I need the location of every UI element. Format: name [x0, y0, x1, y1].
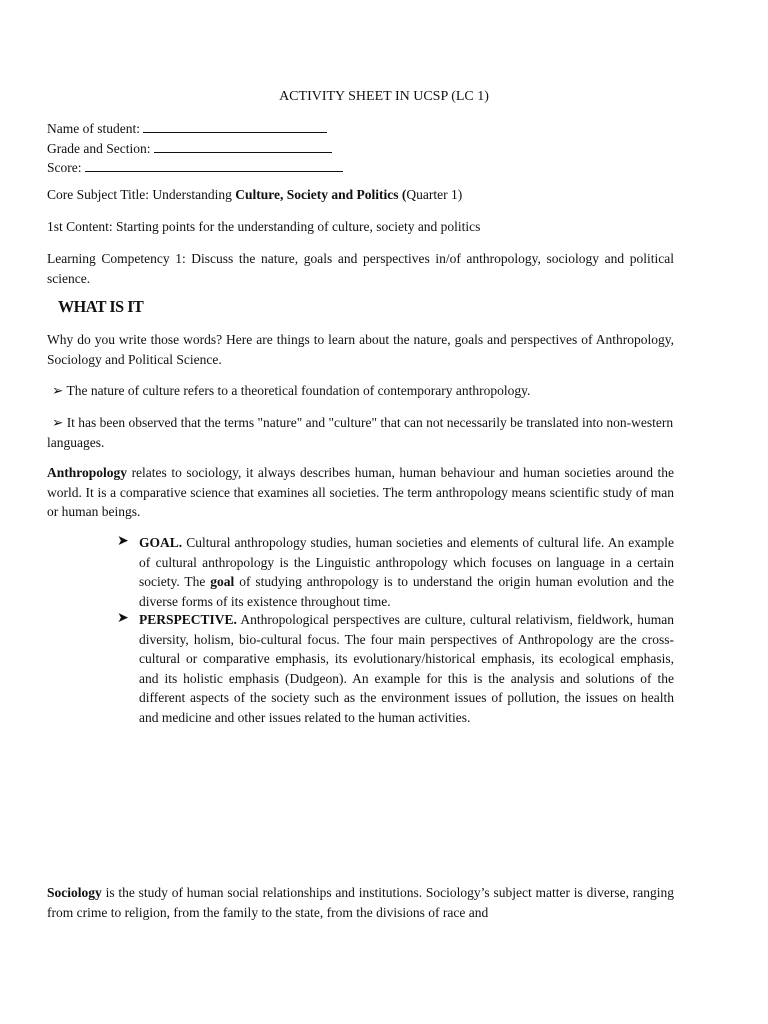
- intro-paragraph: Why do you write those words? Here are things to learn about the nature, goals and perspectives of Anthropology, Sociology and Political Science.: [47, 332, 674, 367]
- goal-bold-word: goal: [210, 574, 235, 590]
- perspective-text: Anthropological perspectives are culture, cultural relativism, fieldwork, human diversity, holism, bio-cultural focus. The four main perspectives of Anthropology are the cross-cultural or comparative emphasis, its evolutionary/historical emphasis, its ecological emphasis, and its holistic emphasis (Dudgeon). An example for this is the analysis and solutions of the different aspects of the society such as the environment issues of pollution, the issues on health and medicine and other issues related to the human activities.: [139, 612, 674, 725]
- anthropology-term: Anthropology: [47, 465, 128, 480]
- anthropology-paragraph: [47, 463, 674, 522]
- anthropology-text: relates to sociology, it always describes human, human behaviour and human societies around the world. It is a comparative science that examines all societies. The term anthropology means scientific study of man or human beings.: [47, 465, 674, 520]
- sociology-paragraph: [47, 883, 674, 922]
- score-field: [47, 158, 447, 178]
- goal-item: [139, 533, 674, 611]
- goal-text-2: of studying anthropology is to understand the origin human evolution and the diverse forms of its existence throughout time.: [139, 574, 674, 609]
- core-prefix: Core Subject Title: Understanding: [47, 187, 236, 202]
- perspective-bullet-icon: ➤: [117, 611, 129, 626]
- sociology-text: is the study of human social relationships and institutions. Sociology’s subject matter is diverse, ranging from crime to religion, from the family to the state, from the divisions of race and: [47, 885, 674, 920]
- learning-competency: Learning Competency 1: Discuss the nature, goals and perspectives in/of anthropology, sociology and political science.: [47, 251, 674, 286]
- perspective-label: PERSPECTIVE.: [139, 612, 237, 627]
- grade-field: [47, 139, 447, 159]
- score-label: Score:: [47, 160, 82, 176]
- arrow-icon: ➢: [52, 383, 64, 398]
- name-label: Name of student:: [47, 121, 140, 136]
- name-blank[interactable]: [143, 120, 327, 133]
- what-is-it-heading: WHAT IS IT: [58, 297, 144, 316]
- grade-blank[interactable]: [154, 140, 332, 153]
- goal-text-1: Cultural anthropology studies, human societies and elements of cultural life. An example of cultural anthropology is the Linguistic anthropology which focuses on language in a certain society. The: [139, 535, 674, 590]
- goal-bullet-icon: ➤: [117, 534, 129, 549]
- perspective-item: [139, 610, 674, 728]
- arrow-point-2: [47, 413, 674, 452]
- core-subject-title: [47, 185, 687, 205]
- page-title: ACTIVITY SHEET IN UCSP (LC 1): [279, 89, 489, 104]
- core-suffix: Quarter 1): [406, 187, 463, 202]
- goal-label: GOAL.: [139, 535, 183, 550]
- arrow-icon: ➢: [52, 415, 64, 430]
- content-line: 1st Content: Starting points for the understanding of culture, society and politics: [47, 219, 481, 234]
- grade-label: Grade and Section:: [47, 140, 151, 156]
- core-bold: Culture, Society and Politics (: [235, 187, 407, 202]
- arrow-point-1-text: The nature of culture refers to a theoretical foundation of contemporary anthropology.: [66, 383, 531, 398]
- sociology-term: Sociology: [47, 885, 102, 900]
- arrow-point-2-text: It has been observed that the terms "nature" and "culture" that can not necessarily be translated into non-western languages.: [47, 415, 674, 450]
- score-blank[interactable]: [85, 159, 343, 172]
- name-field: [47, 119, 447, 139]
- student-info-fields: [47, 119, 447, 178]
- arrow-point-1: [52, 381, 674, 401]
